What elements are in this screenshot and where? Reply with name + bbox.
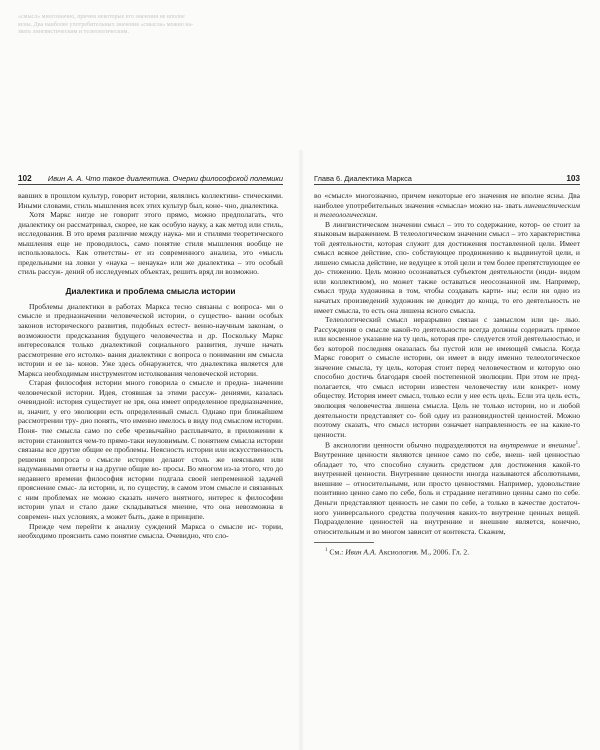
text-run: . Внутренние ценности являются ценное само по себе, внеш- ней ценностью обладает то, что способно служить средством для достижения какой-то внутренней ценности. Внутренние ценности иногда называются абсолютными, внешние – относительными, или просто ценностями. Например, удовольствие позитивно ценно само по себе, боль и страдание негативно ценны само по себе. Деньги представляют ценность не сами по себе, а только в качестве достаточ- ного универсального средства получения каких-то внутренне ценных вещей. Подразделение ценностей на внутренние и внешние является, конечно, относительным и во многом зависит от контекста. Скажем, [314, 440, 580, 536]
footnote [314, 546, 580, 557]
text-run: См.: [327, 547, 346, 557]
bleed-through-text [18, 14, 283, 37]
ghost-line: ясны. Два наиболее употребительных значения «смысла» можно на- [18, 21, 194, 28]
footnote-mark: 1 [325, 548, 328, 554]
footnote-ref[interactable]: 1 [575, 441, 579, 447]
italic-term: внешние [548, 440, 576, 450]
footnote-rule [314, 542, 374, 543]
paragraph: Проблемы диалектики в работах Маркса тесно связаны с вопроса- ми о смысле и предназначении человеческой истории, о существо- вании особых законов исторического развития, подобных естест- венно-научным законам, о возможности предсказания будущего человечества и др. Поскольку Маркс интересовался только диалектикой социального развития, лучше начать рассмотрение его истолко- вания диалектики с вопроса о понимании им смысла истории и ее за- конов. Уже здесь обнаружится, что диалектика является для Маркса необходимым инструментом истолкования человеческой истории. [18, 301, 283, 378]
left-page-number: 102 [18, 174, 32, 183]
ghost-line: «смысл» многозначно, причем некоторые его значения не вполне [18, 14, 185, 20]
paragraph [314, 439, 580, 536]
book-gutter [298, 150, 304, 750]
text-run: . [375, 210, 378, 220]
text-run: В аксиологии ценности обычно подразделяются на [325, 440, 501, 450]
paragraph: В лингвистическом значении смысл – это то содержание, котор- ое стоит за языковым выражением. В телеологическом значении смысл – это характеристика той деятельности, которая служит для достижения поставленной цели. Имеет смысл всякое действие, спо- собствующее продвижению к выдвинутой цели, и лишено смысла действие, не ведущее к этой цели и тем более препятствующее ее до- стижению. Цель можно осознаваться субъектом деятельности (инди- видом или коллективом), но может также оставаться неосознанной им. Например, смысл труда художника в том, чтобы создавать карти- ны; если ни одно из начатых произведений художник не доводит до конца, то его деятельность не имеет смысла, то есть она лишена ясного смысла. [314, 219, 580, 315]
right-page [314, 172, 580, 557]
italic-term: внутренние [500, 440, 538, 450]
left-page [18, 172, 283, 541]
footnote-author: Ивин А.А. [345, 547, 377, 557]
text-run: во «смысл» многозначно, причем некоторые его значения не вполне ясны. Два наиболее употребительных значения «смысла» можно на- звать [314, 191, 580, 210]
paragraph [314, 191, 580, 220]
section-title: Диалектика и проблема смысла истории [65, 285, 236, 296]
text-run: Аксиология. М., 2006. Гл. 2. [376, 547, 470, 557]
right-page-number: 103 [566, 174, 580, 183]
left-running-head: Ивин А. А. Что такое диалектика. Очерки философской полемики [47, 174, 283, 183]
text-run: и [314, 210, 320, 220]
right-page-header [314, 172, 580, 185]
paragraph: вавших в прошлом культур, говорит истории, являлись коллективи- стическими. Иными словами, стиль мышления всех этих культур был, коне- чно, диалектика. [18, 191, 283, 210]
paragraph: Прежде чем перейти к анализу суждений Маркса о смысле ис- тории, необходимо прояснить само понятие смысла. Очевидно, что сло- [18, 521, 283, 541]
left-page-body [18, 191, 283, 541]
paragraph: Телеологический смысл неразрывно связан с замыслом или це- лью. Рассуждения о смысле какой-то деятельности всегда должны содержать прямое или косвенное указание на ту цель, которая пре- следуется этой деятельностью, и без которой последняя оказалась бы пустой или не имеющей смысла. Когда Маркс говорит о смысле истории, он имеет в виду именно телеологическое значение смысла, ту цель, которая стоит перед человечеством и которую оно способно достичь благодаря своей постепенной эволюции. При этом не пред- полагается, что смысл истории известен человечеству или конкрет- ному обществу. История имеет смысл, только если у нее есть цель. Если эта цель есть, эволюция человечества лишена смысла. Цель не только истории, но и любой деятельности представляет со- бой одну из разновидностей ценностей. Можно поэтому сказать, что смысл истории означает направленность ее на какие-то ценности. [314, 315, 580, 439]
ghost-line: звать лингвистическим и телеологическим. [18, 29, 129, 36]
paragraph: Хотя Маркс нигде не говорит этого прямо, можно предполагать, что диалектику он рассматривал, скорее, не как особую науку, а как метод или стиль, исследования. В это время различие между наука- ми и стилями теоретического мышления еще не проводилось, само понятие стиля мышления вообще не использовалось. Как ответствы- ет из современного анализа, это «мысль предельными на ловки у «наука – ненаука» или же диалектика – это особый стиль рассуж- дений об исследуемых объектах, решить вряд ли возможно. [18, 210, 283, 277]
italic-term: телеологическим [319, 210, 376, 220]
text-run: и [538, 440, 549, 450]
right-page-body [314, 191, 580, 557]
paragraph: Старая философия истории много говорила о смысле и предна- значении человеческой истории. Идея, стоявшая за этими рассуж- дениями, казалась очевидной: история существует не зря, она имеет определенное предназначение, и, значит, у его эволюции есть определенный смысл. Однако при ближайшем рассмотрении тру- дно понять, что именно имелось в виду под смыслом истории. Поня- тие смысла само по себе чрезвычайно расплывчато, в приложении к истории становится чем-то прямо-таки неуловимым. С понятием смысла истории связаны все другие общие ее проблемы. Неясность истории или искусственность решения вопроса о смысле истории делают столь же неясными или надуманными ответы и на другие общие во- просы. Во многом из-за этого, что до недавнего времени философия истории подгала своей непременной задачей прояснение смыс- ла истории, и, по существу, в самом этом смысле и связанных с ним проблемах не можно сказать ничего внятного, интерес к философии истории упал и стало даже складываться мнение, что она невозможна в современ- ных условиях, а может быть, даже в принципе. [18, 378, 283, 521]
italic-term: лингвистическим [523, 200, 580, 210]
left-page-header [18, 172, 283, 185]
right-running-head: Глава 6. Диалектика Маркса [314, 174, 412, 183]
